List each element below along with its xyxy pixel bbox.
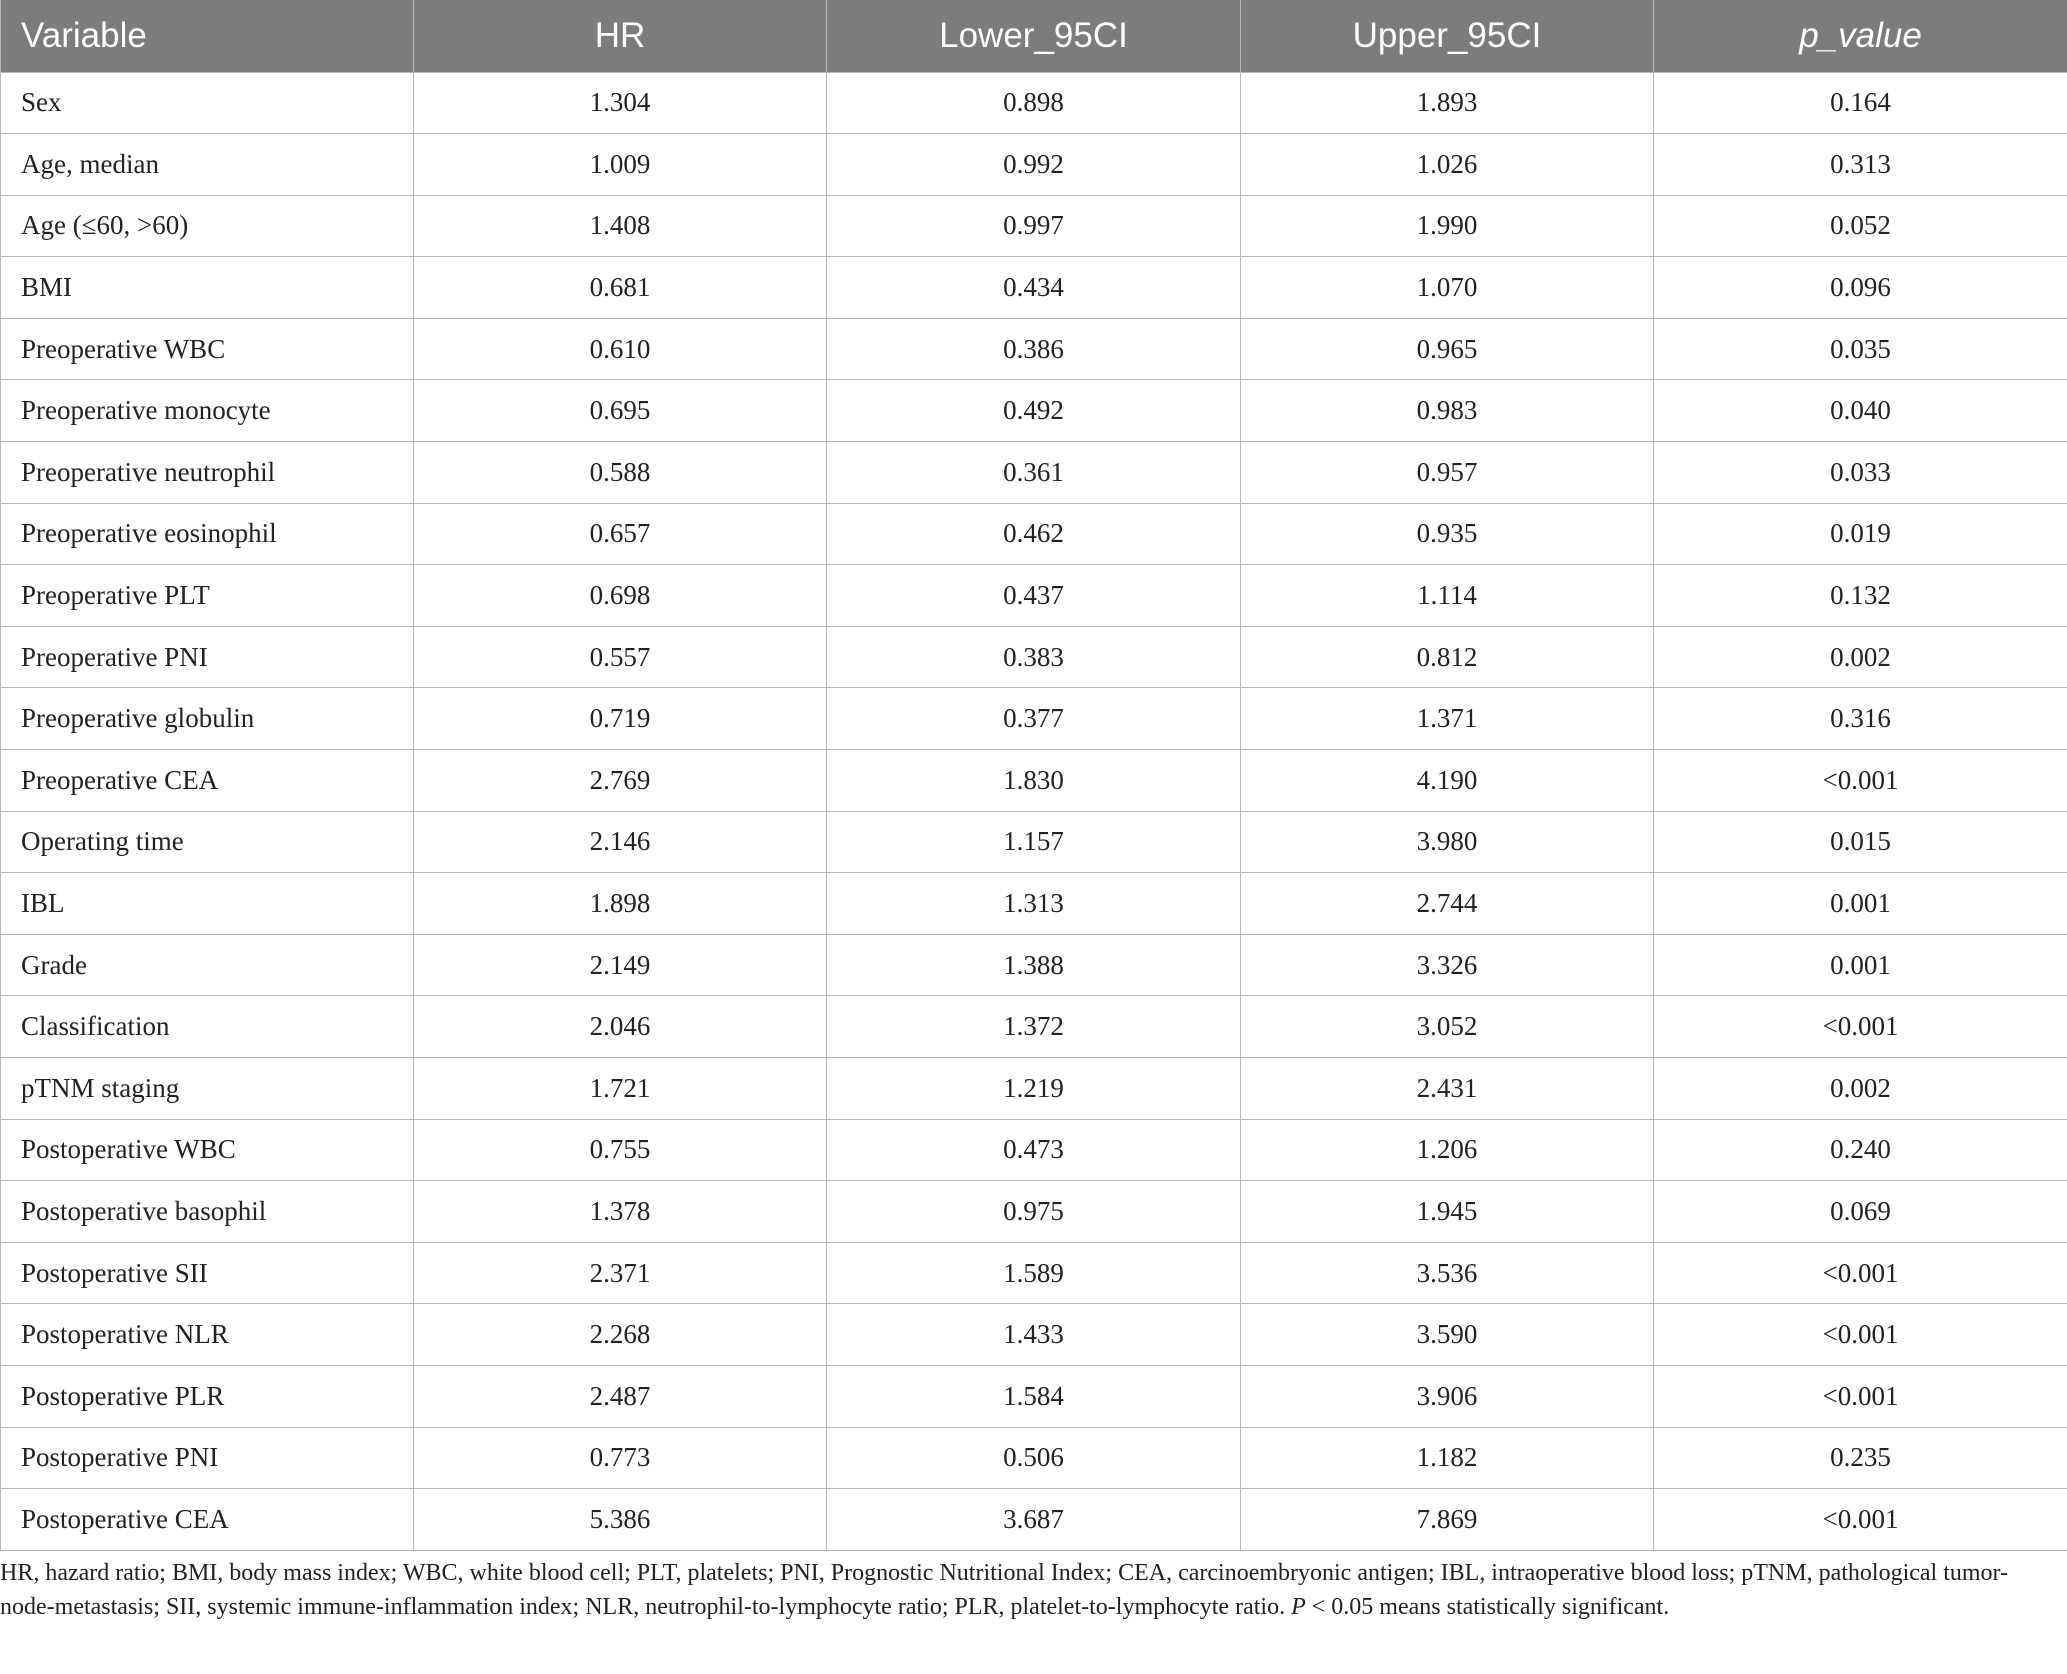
cell-variable: Postoperative basophil (1, 1181, 414, 1243)
cell-lower-95ci: 0.473 (827, 1119, 1241, 1181)
cell-hr: 1.304 (414, 72, 827, 134)
cell-variable: Grade (1, 934, 414, 996)
cell-p-value: 0.164 (1654, 72, 2067, 134)
table-footnote (0, 1556, 2050, 1624)
cell-upper-95ci: 0.957 (1241, 442, 1654, 504)
cell-variable: Preoperative eosinophil (1, 503, 414, 565)
cell-hr: 2.149 (414, 934, 827, 996)
table-body (1, 72, 2067, 1550)
table-row (1, 72, 2067, 134)
cell-lower-95ci: 1.157 (827, 811, 1241, 873)
cell-variable: Sex (1, 72, 414, 134)
cell-lower-95ci: 1.313 (827, 873, 1241, 935)
cell-upper-95ci: 3.590 (1241, 1304, 1654, 1366)
cell-p-value: <0.001 (1654, 1365, 2067, 1427)
table-row (1, 1242, 2067, 1304)
cell-hr: 1.898 (414, 873, 827, 935)
cell-variable: Preoperative monocyte (1, 380, 414, 442)
cell-p-value: 0.001 (1654, 873, 2067, 935)
footnote-significance: < 0.05 means statistically significant. (1305, 1594, 1670, 1620)
cell-lower-95ci: 0.898 (827, 72, 1241, 134)
cell-lower-95ci: 0.361 (827, 442, 1241, 504)
cell-upper-95ci: 4.190 (1241, 750, 1654, 812)
cell-upper-95ci: 1.070 (1241, 257, 1654, 319)
cell-hr: 2.046 (414, 996, 827, 1058)
table-row (1, 195, 2067, 257)
cell-variable: Postoperative SII (1, 1242, 414, 1304)
cell-upper-95ci: 1.114 (1241, 565, 1654, 627)
header-hr: HR (414, 0, 827, 72)
cell-variable: Classification (1, 996, 414, 1058)
cell-lower-95ci: 3.687 (827, 1489, 1241, 1551)
cell-p-value: <0.001 (1654, 996, 2067, 1058)
cell-variable: Postoperative CEA (1, 1489, 414, 1551)
cell-upper-95ci: 2.431 (1241, 1058, 1654, 1120)
cell-lower-95ci: 0.383 (827, 626, 1241, 688)
header-upper-95ci: Upper_95CI (1241, 0, 1654, 72)
cell-upper-95ci: 1.945 (1241, 1181, 1654, 1243)
cell-upper-95ci: 0.812 (1241, 626, 1654, 688)
cell-hr: 1.721 (414, 1058, 827, 1120)
cell-hr: 0.657 (414, 503, 827, 565)
table-row (1, 996, 2067, 1058)
cell-upper-95ci: 3.536 (1241, 1242, 1654, 1304)
cell-p-value: 0.313 (1654, 134, 2067, 196)
cell-lower-95ci: 1.388 (827, 934, 1241, 996)
cell-p-value: 0.052 (1654, 195, 2067, 257)
cell-lower-95ci: 1.584 (827, 1365, 1241, 1427)
cell-lower-95ci: 0.492 (827, 380, 1241, 442)
cell-lower-95ci: 0.506 (827, 1427, 1241, 1489)
cell-hr: 0.681 (414, 257, 827, 319)
table-row (1, 811, 2067, 873)
cell-p-value: 0.235 (1654, 1427, 2067, 1489)
cell-variable: IBL (1, 873, 414, 935)
cell-upper-95ci: 3.326 (1241, 934, 1654, 996)
cell-upper-95ci: 7.869 (1241, 1489, 1654, 1551)
table-row (1, 134, 2067, 196)
table-row (1, 380, 2067, 442)
cell-upper-95ci: 3.980 (1241, 811, 1654, 873)
cell-upper-95ci: 1.893 (1241, 72, 1654, 134)
table-row (1, 1058, 2067, 1120)
cell-variable: Preoperative neutrophil (1, 442, 414, 504)
cell-p-value: 0.240 (1654, 1119, 2067, 1181)
cell-variable: Postoperative PLR (1, 1365, 414, 1427)
cell-lower-95ci: 0.462 (827, 503, 1241, 565)
table-row (1, 503, 2067, 565)
cell-p-value: 0.015 (1654, 811, 2067, 873)
cell-lower-95ci: 0.437 (827, 565, 1241, 627)
cell-hr: 5.386 (414, 1489, 827, 1551)
footnote-abbreviations: HR, hazard ratio; BMI, body mass index; WBC, white blood cell; PLT, platelets; PNI, Prognostic Nutritional Index; CEA, carcinoembryonic antigen; IBL, intraoperative blood loss; pTNM, pathological tumor-node-metastasis; SII, systemic immune-inflammation index; NLR, neutrophil-to-lymphocyte ratio; PLR, platelet-to-lymphocyte ratio. (0, 1560, 2009, 1620)
cell-upper-95ci: 0.935 (1241, 503, 1654, 565)
cell-hr: 2.268 (414, 1304, 827, 1366)
header-p-value-italic: p_value (1799, 15, 1922, 55)
cell-p-value: 0.069 (1654, 1181, 2067, 1243)
table-row (1, 934, 2067, 996)
cell-hr: 1.378 (414, 1181, 827, 1243)
table-row (1, 1365, 2067, 1427)
table-row (1, 442, 2067, 504)
table-row (1, 688, 2067, 750)
header-p-value (1654, 0, 2067, 72)
cell-variable: Age, median (1, 134, 414, 196)
cell-hr: 0.698 (414, 565, 827, 627)
cell-hr: 2.487 (414, 1365, 827, 1427)
cell-lower-95ci: 0.997 (827, 195, 1241, 257)
table-row (1, 565, 2067, 627)
cell-lower-95ci: 0.975 (827, 1181, 1241, 1243)
cell-variable: pTNM staging (1, 1058, 414, 1120)
cell-lower-95ci: 1.433 (827, 1304, 1241, 1366)
cell-lower-95ci: 1.372 (827, 996, 1241, 1058)
cell-hr: 1.408 (414, 195, 827, 257)
table-row (1, 1119, 2067, 1181)
cell-p-value: <0.001 (1654, 1304, 2067, 1366)
cell-upper-95ci: 0.965 (1241, 318, 1654, 380)
cell-p-value: 0.096 (1654, 257, 2067, 319)
cell-variable: Postoperative WBC (1, 1119, 414, 1181)
cell-lower-95ci: 0.434 (827, 257, 1241, 319)
cell-lower-95ci: 1.830 (827, 750, 1241, 812)
cell-upper-95ci: 1.371 (1241, 688, 1654, 750)
cell-upper-95ci: 3.052 (1241, 996, 1654, 1058)
cell-lower-95ci: 1.589 (827, 1242, 1241, 1304)
header-row (1, 0, 2067, 72)
cell-hr: 2.769 (414, 750, 827, 812)
table-row (1, 318, 2067, 380)
cell-hr: 0.695 (414, 380, 827, 442)
cell-upper-95ci: 2.744 (1241, 873, 1654, 935)
cell-variable: Preoperative WBC (1, 318, 414, 380)
cell-lower-95ci: 1.219 (827, 1058, 1241, 1120)
cell-variable: BMI (1, 257, 414, 319)
cell-p-value: 0.035 (1654, 318, 2067, 380)
cell-lower-95ci: 0.377 (827, 688, 1241, 750)
cell-upper-95ci: 1.182 (1241, 1427, 1654, 1489)
cell-hr: 0.557 (414, 626, 827, 688)
cell-p-value: 0.019 (1654, 503, 2067, 565)
cell-hr: 0.588 (414, 442, 827, 504)
cell-variable: Preoperative PNI (1, 626, 414, 688)
cell-p-value: <0.001 (1654, 1242, 2067, 1304)
cell-hr: 1.009 (414, 134, 827, 196)
cell-variable: Preoperative CEA (1, 750, 414, 812)
header-variable: Variable (1, 0, 414, 72)
cell-upper-95ci: 1.990 (1241, 195, 1654, 257)
cell-hr: 2.146 (414, 811, 827, 873)
cell-variable: Preoperative globulin (1, 688, 414, 750)
cell-variable: Postoperative NLR (1, 1304, 414, 1366)
table-row (1, 257, 2067, 319)
cell-variable: Age (≤60, >60) (1, 195, 414, 257)
header-lower-95ci: Lower_95CI (827, 0, 1241, 72)
cell-p-value: <0.001 (1654, 750, 2067, 812)
cell-variable: Postoperative PNI (1, 1427, 414, 1489)
cell-p-value: 0.002 (1654, 626, 2067, 688)
cell-p-value: 0.002 (1654, 1058, 2067, 1120)
cell-upper-95ci: 0.983 (1241, 380, 1654, 442)
cell-p-value: <0.001 (1654, 1489, 2067, 1551)
cell-hr: 0.610 (414, 318, 827, 380)
cell-hr: 0.719 (414, 688, 827, 750)
cell-lower-95ci: 0.386 (827, 318, 1241, 380)
cell-upper-95ci: 3.906 (1241, 1365, 1654, 1427)
table-row (1, 1489, 2067, 1551)
cell-variable: Preoperative PLT (1, 565, 414, 627)
cell-upper-95ci: 1.026 (1241, 134, 1654, 196)
table-row (1, 1304, 2067, 1366)
footnote-p-symbol: P (1291, 1594, 1306, 1620)
cell-p-value: 0.316 (1654, 688, 2067, 750)
cell-p-value: 0.132 (1654, 565, 2067, 627)
cell-lower-95ci: 0.992 (827, 134, 1241, 196)
cell-upper-95ci: 1.206 (1241, 1119, 1654, 1181)
table-row (1, 750, 2067, 812)
table-row (1, 1181, 2067, 1243)
table-header (1, 0, 2067, 72)
cell-hr: 0.755 (414, 1119, 827, 1181)
cell-p-value: 0.033 (1654, 442, 2067, 504)
table-row (1, 873, 2067, 935)
table-row (1, 1427, 2067, 1489)
cell-hr: 0.773 (414, 1427, 827, 1489)
table-row (1, 626, 2067, 688)
cell-p-value: 0.040 (1654, 380, 2067, 442)
cell-variable: Operating time (1, 811, 414, 873)
cell-p-value: 0.001 (1654, 934, 2067, 996)
cell-hr: 2.371 (414, 1242, 827, 1304)
